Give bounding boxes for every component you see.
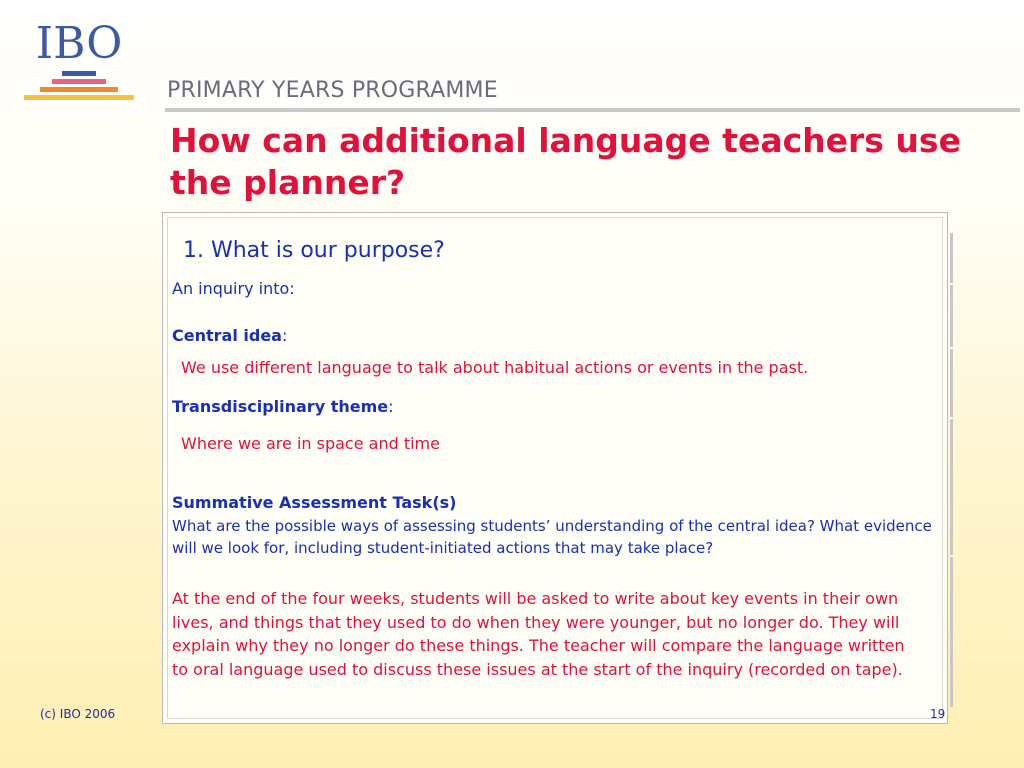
central-idea-label: Central idea — [172, 326, 282, 345]
panel-edge-segment — [950, 419, 953, 555]
summative-answer: At the end of the four weeks, students will be asked to write about key events in their own lives, and things that they used to do when they were younger, but no longer do. They will explain why they no longer do these things. The teacher will compare the language written to oral language used to discuss these issues at the start of the inquiry (recorded on tape). — [172, 589, 905, 679]
panel-edge-segment — [950, 349, 953, 417]
header-divider — [165, 108, 1020, 112]
theme-label: Transdisciplinary theme — [172, 397, 389, 416]
page-title: How can additional language teachers use the planner? — [170, 121, 961, 202]
panel-edge-segment — [950, 557, 953, 707]
summative-question: What are the possible ways of assessing students’ understanding of the central idea? What evidence will we look for, including student-initiated actions that may take place? — [172, 517, 932, 557]
panel-edge-segment — [950, 233, 953, 283]
central-idea-text: We use different language to talk about habitual actions or events in the past. — [181, 358, 809, 377]
section-heading: 1. What is our purpose? — [183, 238, 445, 263]
theme-text: Where we are in space and time — [181, 434, 440, 453]
planner-panel — [162, 212, 948, 724]
ibo-logo — [22, 20, 134, 102]
programme-name: PRIMARY YEARS PROGRAMME — [167, 78, 498, 103]
logo-stripe-blue — [62, 71, 96, 76]
logo-wordmark: IBO — [35, 18, 123, 69]
central-idea-row — [172, 325, 287, 347]
logo-stripe-yellow — [24, 95, 134, 100]
logo-stripe-orange — [40, 87, 118, 92]
theme-colon: : — [388, 397, 394, 416]
central-idea-colon: : — [281, 326, 288, 345]
panel-edge-segment — [950, 285, 953, 347]
summative-label: Summative Assessment Task(s) — [172, 493, 457, 512]
inquiry-label: An inquiry into: — [172, 279, 295, 298]
logo-stripe-pink — [52, 79, 106, 84]
copyright-footer: (c) IBO 2006 — [40, 707, 116, 721]
page-number: 19 — [930, 707, 946, 721]
theme-row — [172, 396, 394, 418]
